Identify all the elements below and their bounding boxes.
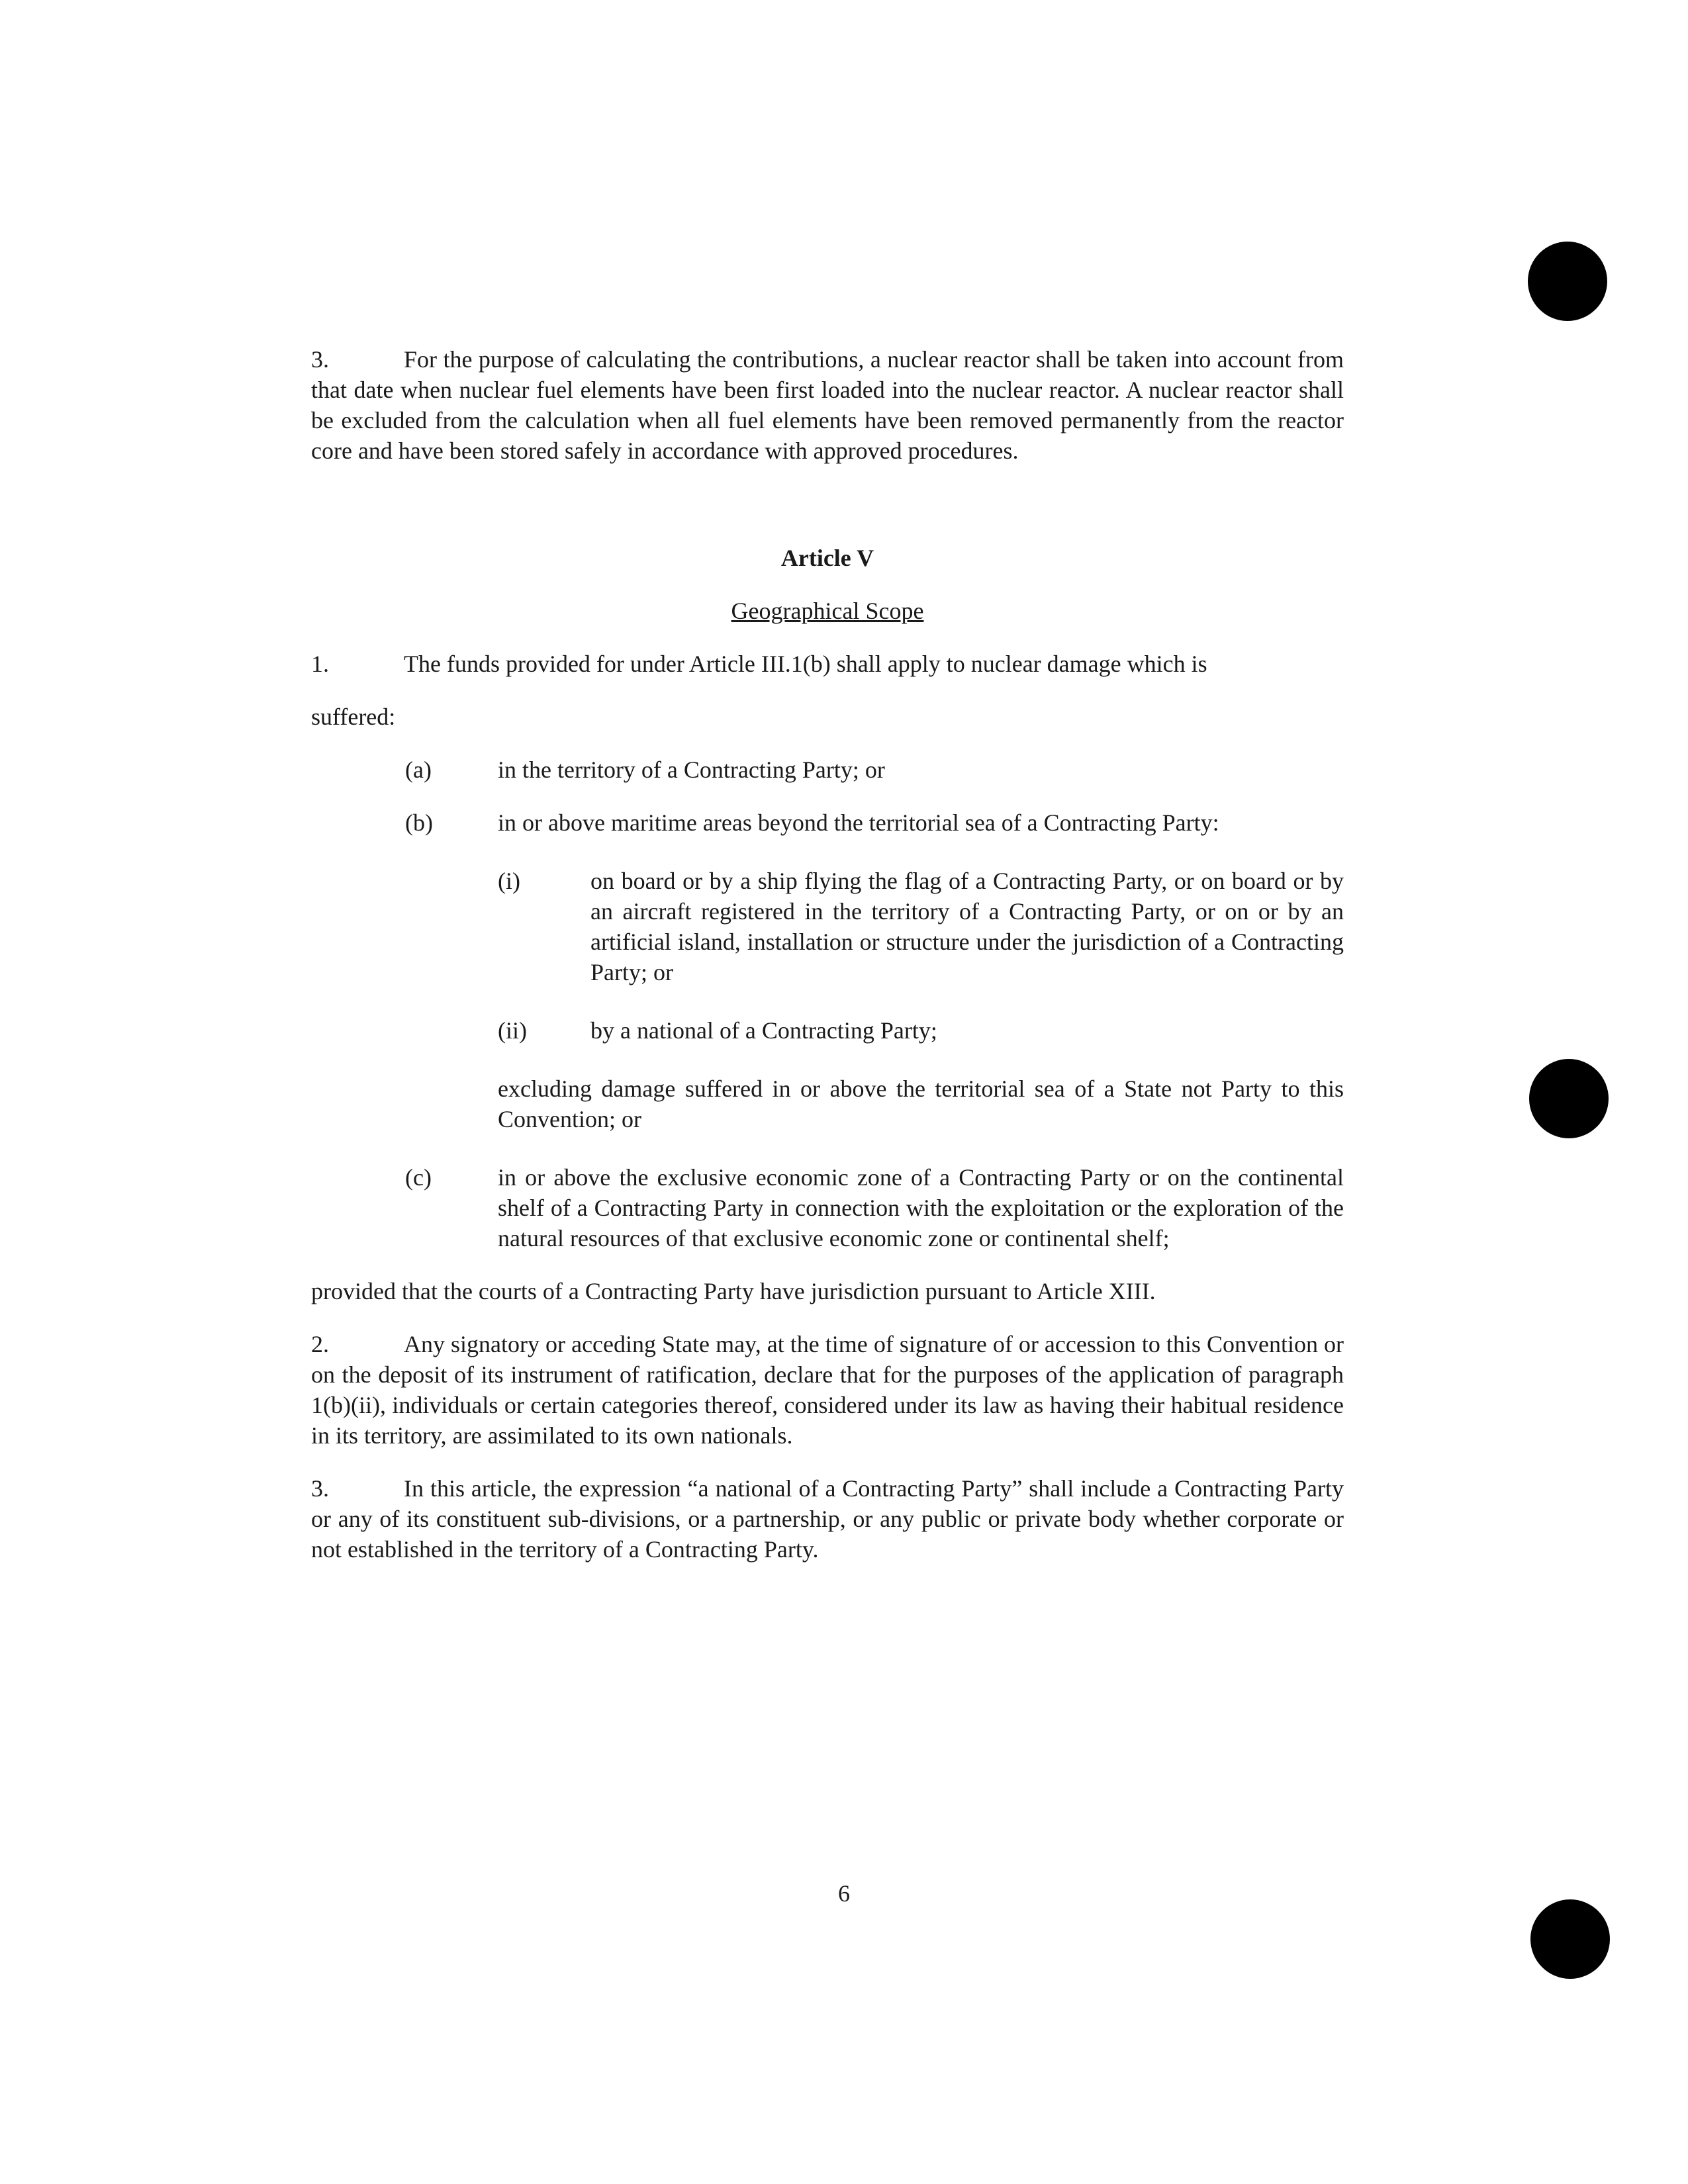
paragraph-number: 3. — [311, 346, 329, 373]
sub-item-label: (i) — [498, 868, 520, 894]
item-text: in the territory of a Contracting Party; or — [498, 756, 885, 783]
list-item-a — [405, 754, 1344, 785]
proviso-clause: provided that the courts of a Contracting Party have jurisdiction pursuant to Article XIII. — [311, 1278, 1156, 1304]
sub-item-i — [498, 866, 1344, 987]
article-subtitle: Geographical Scope — [731, 598, 924, 624]
list-item-c — [405, 1162, 1344, 1253]
punch-hole-bottom — [1530, 1899, 1610, 1979]
paragraph-text: For the purpose of calculating the contributions, a nuclear reactor shall be taken into account from that date when nuclear fuel elements have been first loaded into the nuclear reactor. A nuclear reactor shall be excluded from the calculation when all fuel elements have been removed permanently from the reactor core and have been stored safely in accordance with approved procedures. — [311, 346, 1344, 464]
excluding-clause: excluding damage suffered in or above the territorial sea of a State not Party to this Convention; or — [498, 1075, 1344, 1132]
paragraph-1-continuation: suffered: — [311, 704, 396, 730]
list-item-b — [405, 807, 1344, 838]
page-number: 6 — [838, 1880, 850, 1907]
paragraph-3 — [311, 1473, 1344, 1565]
punch-hole-middle — [1529, 1059, 1609, 1138]
paragraph-text: In this article, the expression “a national of a Contracting Party” shall include a Contracting Party or any of its constituent sub-divisions, or a partnership, or any public or private body whether corporate or not established in the territory of a Contracting Party. — [311, 1475, 1344, 1563]
paragraph-3-top — [311, 344, 1344, 466]
item-text: in or above maritime areas beyond the territorial sea of a Contracting Party: — [498, 809, 1219, 836]
paragraph-number: 3. — [311, 1475, 329, 1502]
paragraph-number: 1. — [311, 651, 329, 677]
item-text: in or above the exclusive economic zone of a Contracting Party or on the continental shelf of a Contracting Party in connection with the exploitation or the exploration of the natural resources of that exclusive economic zone or continental shelf; — [498, 1164, 1344, 1251]
sub-item-text: by a national of a Contracting Party; — [590, 1017, 937, 1044]
item-label: (c) — [405, 1164, 432, 1191]
sub-item-text: on board or by a ship flying the flag of a Contracting Party, or on board or by an aircraft registered in the territory of a Contracting Party, or on or by an artificial island, installation or structure under the jurisdiction of a Contracting Party; or — [590, 868, 1344, 985]
sub-item-label: (ii) — [498, 1017, 527, 1044]
paragraph-text: The funds provided for under Article III.1(b) shall apply to nuclear damage which is — [404, 651, 1207, 677]
document-page — [311, 344, 1344, 1565]
punch-hole-top — [1528, 242, 1607, 321]
paragraph-1 — [311, 649, 1344, 679]
article-title: Article V — [780, 545, 874, 571]
item-label: (b) — [405, 809, 433, 836]
paragraph-2 — [311, 1329, 1344, 1451]
paragraph-number: 2. — [311, 1331, 329, 1357]
sub-item-ii — [498, 1015, 1344, 1046]
paragraph-text: Any signatory or acceding State may, at the time of signature of or accession to this Convention or on the deposit of its instrument of ratification, declare that for the purposes of the application of paragraph 1(b)(ii), individuals or certain categories thereof, considered under its law as having their habitual residence in its territory, are assimilated to its own nationals. — [311, 1331, 1344, 1449]
item-label: (a) — [405, 756, 432, 783]
